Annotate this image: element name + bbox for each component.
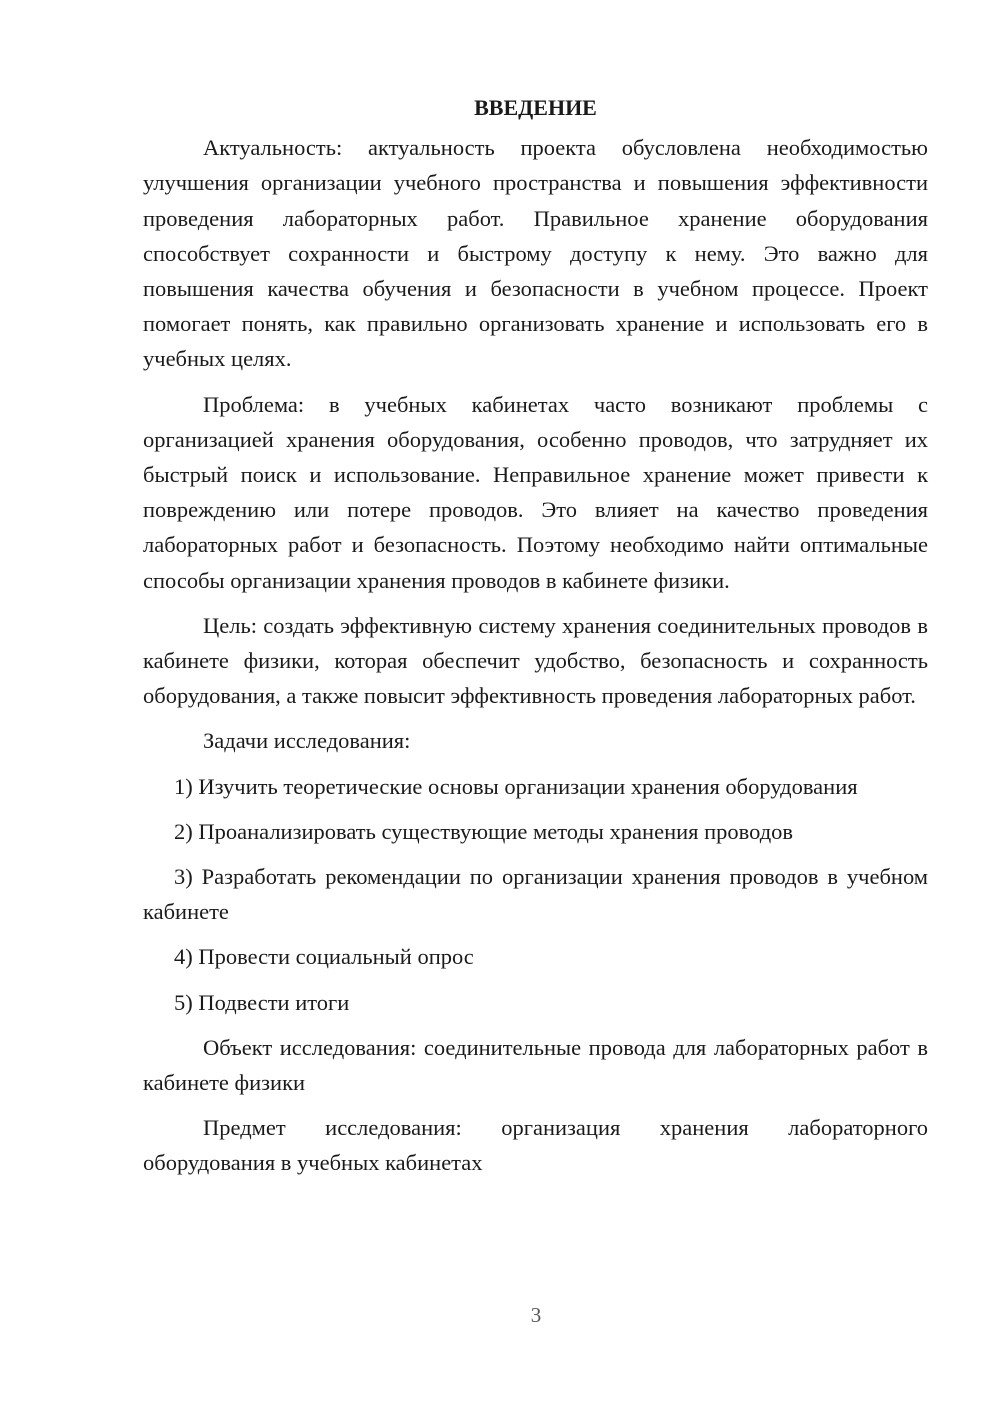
- tasks-heading: Задачи исследования:: [203, 728, 411, 754]
- relevance-paragraph: Актуальность: актуальность проекта обусловлена необходимостью улучшения организации учебного пространства и повышения эффективности проведения лабораторных работ. Правильное хранение оборудования способствует сохранности и быстрому доступу к нему. Это важно для повышения качества обучения и безопасности в учебном процессе. Проект помогает понять, как правильно организовать хранение и использовать его в учебных целях.: [143, 135, 928, 372]
- task-item-4: 4) Провести социальный опрос: [174, 944, 474, 970]
- page-number: 3: [530, 1303, 542, 1327]
- task-item-1: 1) Изучить теоретические основы организации хранения оборудования: [174, 773, 858, 799]
- task-item-5: 5) Подвести итоги: [174, 989, 350, 1015]
- page-title: ВВЕДЕНИЕ: [474, 95, 597, 120]
- problem-paragraph: Проблема: в учебных кабинетах часто возникают проблемы с организацией хранения оборудования, особенно проводов, что затрудняет их быстрый поиск и использование. Неправильное хранение может привести к повреждению или потере проводов. Это влияет на качество проведения лабораторных работ и безопасность. Поэтому необходимо найти оптимальные способы организации хранения проводов в кабинете физики.: [143, 391, 928, 593]
- task-item-3: 3) Разработать рекомендации по организации хранения проводов в учебном кабинете: [143, 864, 928, 925]
- task-item-2: 2) Проанализировать существующие методы хранения проводов: [174, 818, 794, 844]
- object-paragraph: Объект исследования: соединительные провода для лабораторных работ в кабинете физики: [143, 1034, 928, 1096]
- document-page: [143, 90, 928, 1191]
- subject-paragraph: Предмет исследования: организация хранения лабораторного оборудования в учебных кабинетах: [143, 1115, 928, 1176]
- goal-paragraph: Цель: создать эффективную систему хранения соединительных проводов в кабинете физики, которая обеспечит удобство, безопасность и сохранность оборудования, а также повысит эффективность проведения лабораторных работ.: [143, 612, 928, 709]
